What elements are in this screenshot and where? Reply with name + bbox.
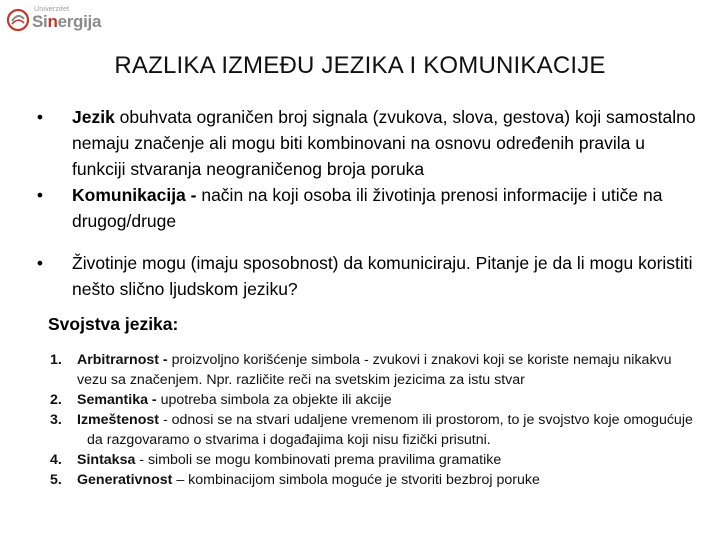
property-item [50,410,700,450]
properties-heading: Svojstva jezika: [48,314,179,334]
bullet-item [30,104,698,182]
property-item [50,470,700,490]
property-term: Sintaksa [77,452,136,468]
bullet-marker: • [36,185,44,205]
property-text: upotreba simbola za objekte ili akcije [156,392,392,408]
property-text: - simboli se mogu kombinovati prema pravilima gramatike [135,452,502,468]
bullet-item [30,250,698,302]
property-number: 1. [50,352,62,368]
logo-name: Sinergija [32,12,102,31]
property-term: Semantika - [77,392,157,408]
bullet-text: način na koji osoba ili životinja prenosi informacije i utiče na drugog/druge [72,185,663,231]
property-text: – kombinacijom simbola moguće je stvoriti bezbroj poruke [172,472,540,488]
property-number: 3. [50,412,62,428]
bullet-marker: • [36,107,44,127]
property-text: proizvoljno korišćenje simbola - zvukovi i znakovi koji se koriste nemaju nikakvu vezu sa značenjem. Npr. različite reči na svetskim jezicima za istu stvar [77,352,672,388]
property-text-continued: da razgovaramo o stvarima i događajima koji nisu fizički prisutni. [87,432,491,448]
sinergija-logo-icon [6,8,30,32]
property-term: Arbitrarnost - [77,352,168,368]
property-term: Generativnost [77,472,173,488]
page-title: RAZLIKA IZMEĐU JEZIKA I KOMUNIKACIJE [114,52,606,79]
bullet-text: Životinje mogu (imaju sposobnost) da komuniciraju. Pitanje je da li mogu koristiti nešto slično ljudskom jeziku? [72,253,693,299]
property-item [50,350,700,390]
logo-small-text: Univerzitet [34,6,70,13]
bullet-marker: • [36,253,44,273]
property-number: 2. [50,392,62,408]
university-logo [6,6,106,34]
bullet-term: Jezik [72,107,115,127]
property-text: - odnosi se na stvari udaljene vremenom ili prostorom, to je svojstvo koje omogućuje [159,412,693,428]
bullet-list [30,104,698,302]
bullet-term: Komunikacija - [72,185,197,205]
properties-list [50,350,700,490]
property-number: 5. [50,472,62,488]
property-number: 4. [50,452,62,468]
property-term: Izmeštenost [77,412,159,428]
property-item [50,390,700,410]
bullet-item [30,182,698,234]
property-item [50,450,700,470]
bullet-text: obuhvata ograničen broj signala (zvukova, slova, gestova) koji samostalno nemaju značenje ali mogu biti kombinovani na osnovu određenih pravila u funkciji stvaranja neograničenog broja poruka [72,107,696,179]
